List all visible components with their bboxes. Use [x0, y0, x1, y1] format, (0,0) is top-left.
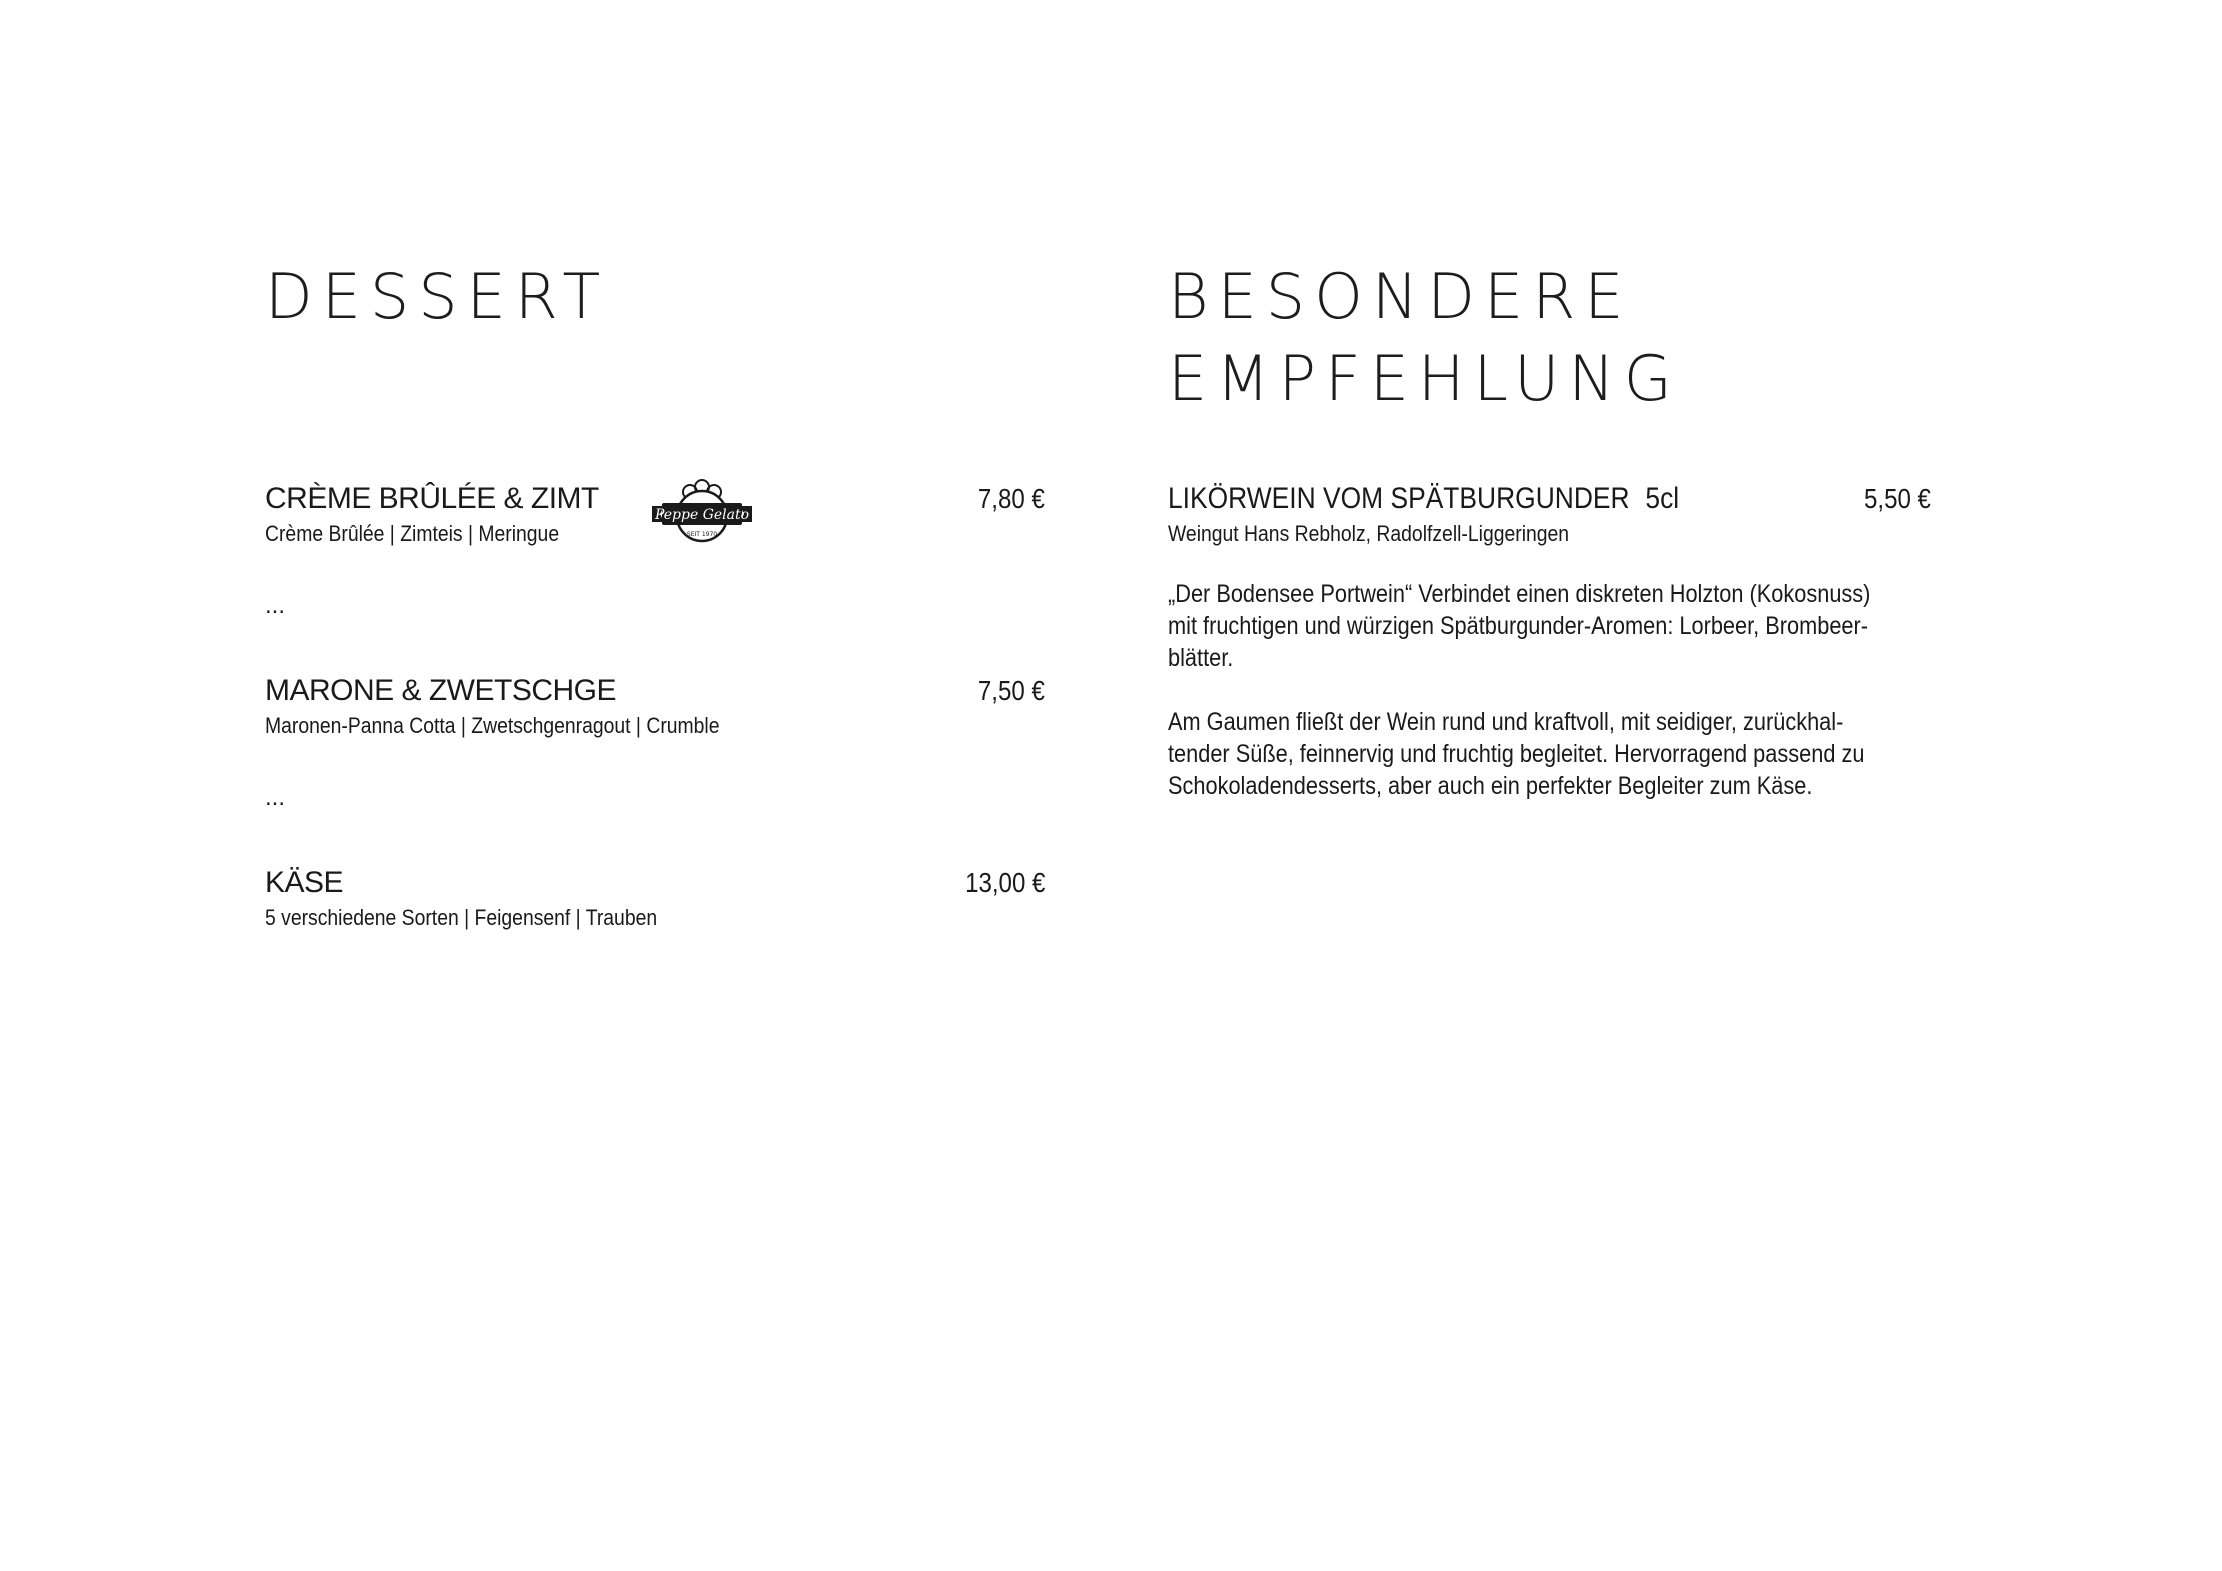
wine-producer: Weingut Hans Rebholz, Radolfzell-Liggeringen	[1168, 521, 1570, 546]
description-paragraph-2	[1168, 706, 1951, 802]
logo-text: Peppe Gelato	[654, 507, 750, 523]
item-price: 7,50 €	[978, 675, 1045, 706]
separator-ellipsis: ...	[265, 784, 286, 811]
paragraph-line: tender Süße, feinnervig und fruchtig begleitet. Hervorragend passend zu	[1168, 740, 1865, 768]
paragraph-line: mit fruchtigen und würzigen Spätburgunder-Aromen: Lorbeer, Brombeer-	[1168, 612, 1868, 640]
wine-unit: 5cl	[1645, 482, 1680, 515]
paragraph-line: Schokoladendesserts, aber auch ein perfekter Begleiter zum Käse.	[1168, 772, 1813, 800]
recommendation-heading	[1168, 256, 1681, 420]
wine-title	[1168, 482, 1679, 516]
paragraph-line: Am Gaumen fließt der Wein rund und kraftvoll, mit seidiger, zurückhal-	[1168, 708, 1844, 736]
item-title: MARONE & ZWETSCHGE	[265, 674, 617, 707]
paragraph-line: „Der Bodensee Portwein“ Verbindet einen diskreten Holzton (Kokosnuss)	[1168, 580, 1871, 608]
separator-ellipsis: ...	[265, 592, 286, 619]
heading-line-2: EMPFEHLUNG	[1168, 342, 1681, 415]
dessert-heading: DESSERT	[265, 260, 610, 333]
description-paragraph-1	[1168, 578, 1951, 674]
item-description: Crème Brûlée | Zimteis | Meringue	[265, 521, 560, 546]
item-description: 5 verschiedene Sorten | Feigensenf | Trauben	[265, 905, 658, 930]
peppe-gelato-logo-icon	[650, 476, 754, 546]
item-title: CRÈME BRÛLÉE & ZIMT	[265, 482, 599, 515]
item-title: KÄSE	[265, 866, 344, 899]
paragraph-line: blätter.	[1168, 644, 1234, 672]
logo-subtext: SEIT 1970	[686, 531, 718, 538]
item-description: Maronen-Panna Cotta | Zwetschgenragout | Crumble	[265, 713, 720, 738]
wine-price: 5,50 €	[1864, 483, 1931, 514]
item-price: 13,00 €	[964, 867, 1045, 898]
heading-line-1: BESONDERE	[1168, 260, 1633, 333]
wine-name: LIKÖRWEIN VOM SPÄTBURGUNDER	[1168, 482, 1630, 515]
item-price: 7,80 €	[978, 483, 1045, 514]
